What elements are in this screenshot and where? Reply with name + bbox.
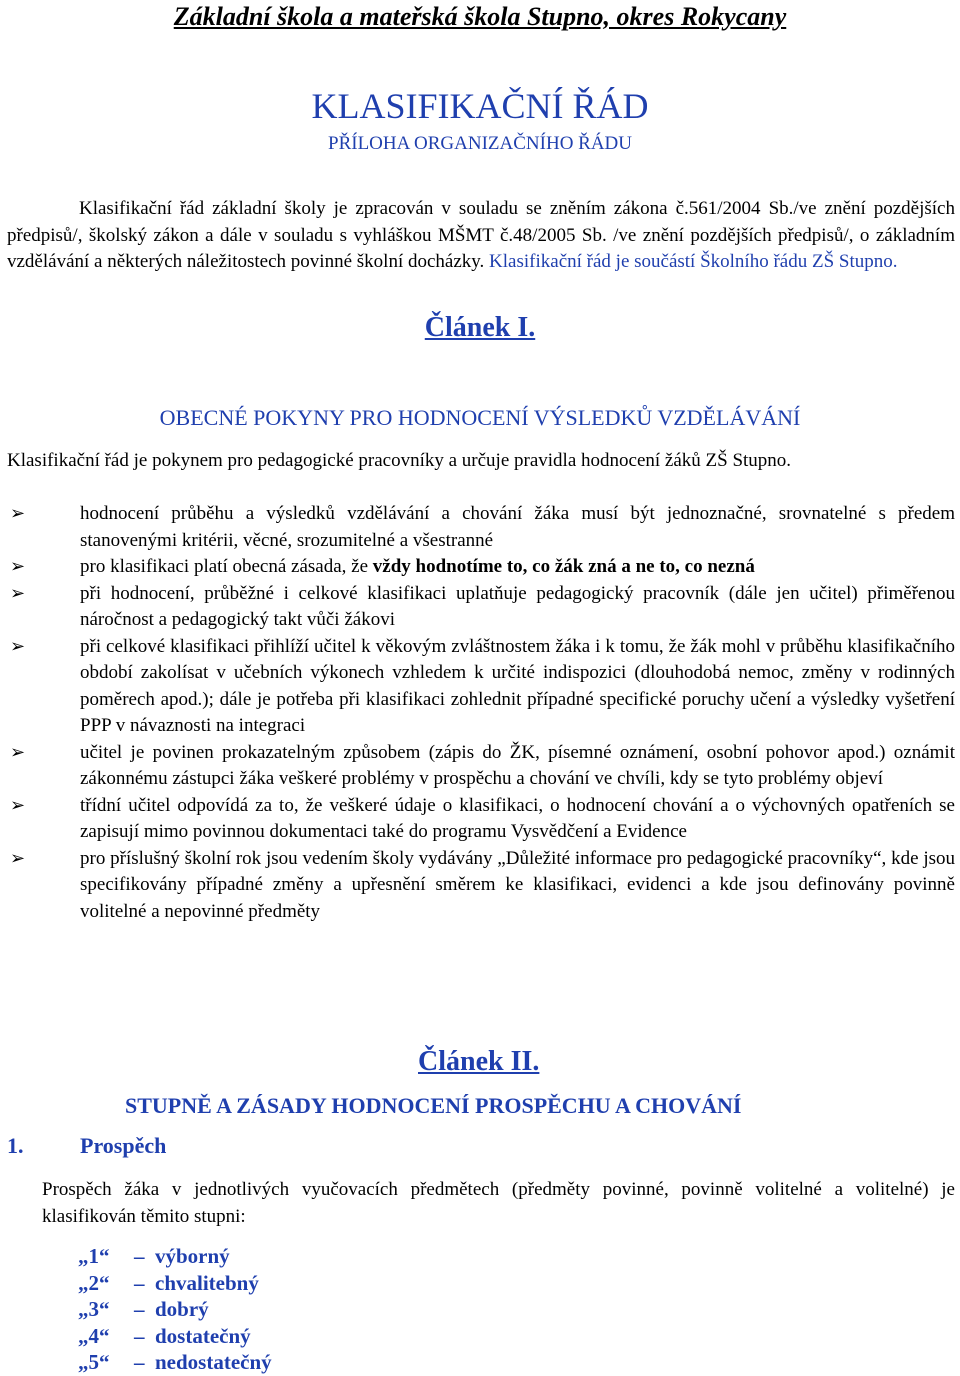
grade-list [78,1243,272,1376]
list-item: ➢ pro příslušný školní rok jsou vedením školy vydávány „Důležité informace pro pedagogické pracovníky“, kde jsou specifikovány případné změny a upřesnění směrem ke klasifikaci, evidenci a kde jsou definovány povinně volitelné a nepovinné předměty [10,847,955,922]
arrow-bullet-icon: ➢ [10,503,26,524]
document-title: KLASIFIKAČNÍ ŘÁD [311,86,649,126]
grade-item: „2“ – chvalitebný [78,1270,259,1295]
article-1-lead: Klasifikační řád je pokynem pro pedagogické pracovníky a určuje pravidla hodnocení žáků ZŠ Stupno. [7,450,792,471]
school-name: Základní škola a mateřská škola Stupno, okres Rokycany [173,2,787,31]
article-1-section-title: OBECNÉ POKYNY PRO HODNOCENÍ VÝSLEDKŮ VZDĚLÁVÁNÍ [159,405,801,430]
arrow-bullet-icon: ➢ [10,556,26,577]
list-item: ➢ třídní učitel odpovídá za to, že veškeré údaje o klasifikaci, o hodnocení chování a o výchovných opatřeních se zapisují mimo povinnou dokumentaci také do programu Vysvědčení a Evidence [10,794,955,842]
guideline-list [7,501,955,925]
subsection-number: 1. [7,1133,24,1158]
arrow-bullet-icon: ➢ [10,635,26,657]
arrow-bullet-icon: ➢ [10,741,26,763]
list-item: ➢ při celkové klasifikaci přihlíží učitel k věkovým zvláštnostem žáka i k tomu, že žák mohl v průběhu klasifikačního období zakolísat v učebních výkonech vzhledem k určité indispozici (dlouhodobá nemoc, změny v rodinných poměrech apod.); dále je potřeba při klasifikaci zohlednit případné specifické poruchy učení a výsledky vyšetření PPP v návaznosti na integraci [10,635,955,736]
grade-item: „4“ – dostatečný [78,1323,251,1348]
intro-text: Klasifikační řád základní školy je zpracován v souladu se zněním zákona č.561/2004 Sb./ve znění pozdějších předpisů/, školský zákon a dále v souladu s vyhláškou MŠMT č.48/2005 Sb. /ve znění pozdějších předpisů/, o základním vzdělávání a některých náležitostech povinné školní docházky. [7,198,955,272]
document-subtitle: PŘÍLOHA ORGANIZAČNÍHO ŘÁDU [328,133,632,154]
subsection-title: Prospěch [80,1133,167,1158]
article-2-heading: Článek II. [418,1046,540,1077]
grade-item: „3“ – dobrý [78,1297,209,1321]
grade-item: „5“ – nedostatečný [78,1350,272,1374]
article-2-section-title: STUPNĚ A ZÁSADY HODNOCENÍ PROSPĚCHU A CHOVÁNÍ [125,1093,742,1118]
list-item: ➢ při hodnocení, průběžné i celkové klasifikaci uplatňuje pedagogický pracovník (dále jen učitel) přiměřenou náročnost a pedagogický takt vůči žákovi [10,582,955,630]
article-1-heading: Článek I. [424,312,536,343]
arrow-bullet-icon: ➢ [10,794,26,816]
grade-item: „1“ – výborný [78,1244,230,1268]
arrow-bullet-icon: ➢ [10,847,26,869]
list-item: ➢ pro klasifikaci platí obecná zásada, že vždy hodnotíme to, co žák zná a ne to, co nezná [7,554,955,581]
article-2-lead: Prospěch žáka v jednotlivých vyučovacích předmětech (předměty povinné, povinně volitelné a volitelné) je klasifikován těmito stupni: [42,1179,955,1227]
list-item: ➢ hodnocení průběhu a výsledků vzdělávání a chování žáka musí být jednoznačné, srovnatelné s předem stanovenými kritérii, věcné, srozumitelné a všestranné [10,503,955,551]
intro-blue-sentence: Klasifikační řád je součástí Školního řádu ZŠ Stupno. [489,251,898,272]
intro-paragraph [7,196,955,276]
list-item: ➢ učitel je povinen prokazatelným způsobem (zápis do ŽK, písemné oznámení, osobní pohovor apod.) oznámit zákonnému zástupci žáka veškeré problémy v prospěchu a chování ve chvíli, kdy se tyto problémy objeví [10,741,955,789]
arrow-bullet-icon: ➢ [10,582,26,604]
